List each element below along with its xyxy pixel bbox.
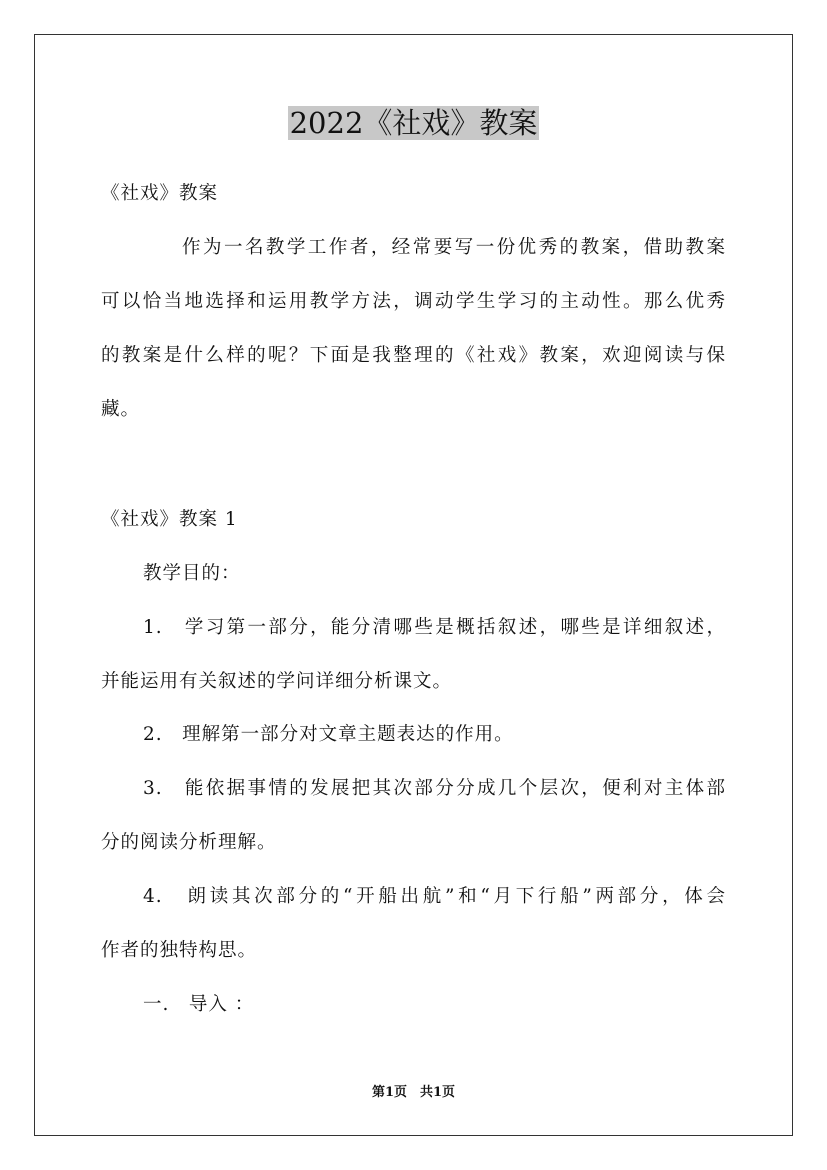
intro-line-2: 可以恰当地选择和运用教学方法，调动学生学习的主动性。那么优秀	[101, 291, 726, 312]
goal-1-line-1: 1. 学习第一部分，能分清哪些是概括叙述，哪些是详细叙述，	[143, 617, 726, 638]
subtitle: 《社戏》教案	[101, 183, 219, 204]
goal-4-line-2: 作者的独特构思。	[101, 940, 258, 961]
page-footer: 第1页 共1页	[371, 1085, 456, 1100]
intro-line-3: 的教案是什么样的呢？下面是我整理的《社戏》教案，欢迎阅读与保	[101, 345, 726, 366]
document-title: 2022《社戏》教案	[289, 106, 538, 140]
goal-2: 2. 理解第一部分对文章主题表达的作用。	[143, 724, 514, 745]
intro-line-1: 作为一名教学工作者，经常要写一份优秀的教案，借助教案	[182, 237, 726, 258]
goals-heading: 教学目的：	[143, 563, 241, 584]
goal-3-line-1: 3. 能依据事情的发展把其次部分分成几个层次，便利对主体部	[143, 778, 726, 799]
goal-4-line-1: 4. 朗读其次部分的“开船出航”和“月下行船”两部分，体会	[143, 886, 726, 907]
step-1-heading: 一. 导入 ：	[143, 994, 255, 1015]
section-heading: 《社戏》教案 1	[101, 509, 238, 530]
goal-1-line-2: 并能运用有关叙述的学问详细分析课文。	[101, 671, 453, 692]
goal-3-line-2: 分的阅读分析理解。	[101, 832, 277, 853]
intro-line-4: 藏。	[101, 399, 141, 420]
